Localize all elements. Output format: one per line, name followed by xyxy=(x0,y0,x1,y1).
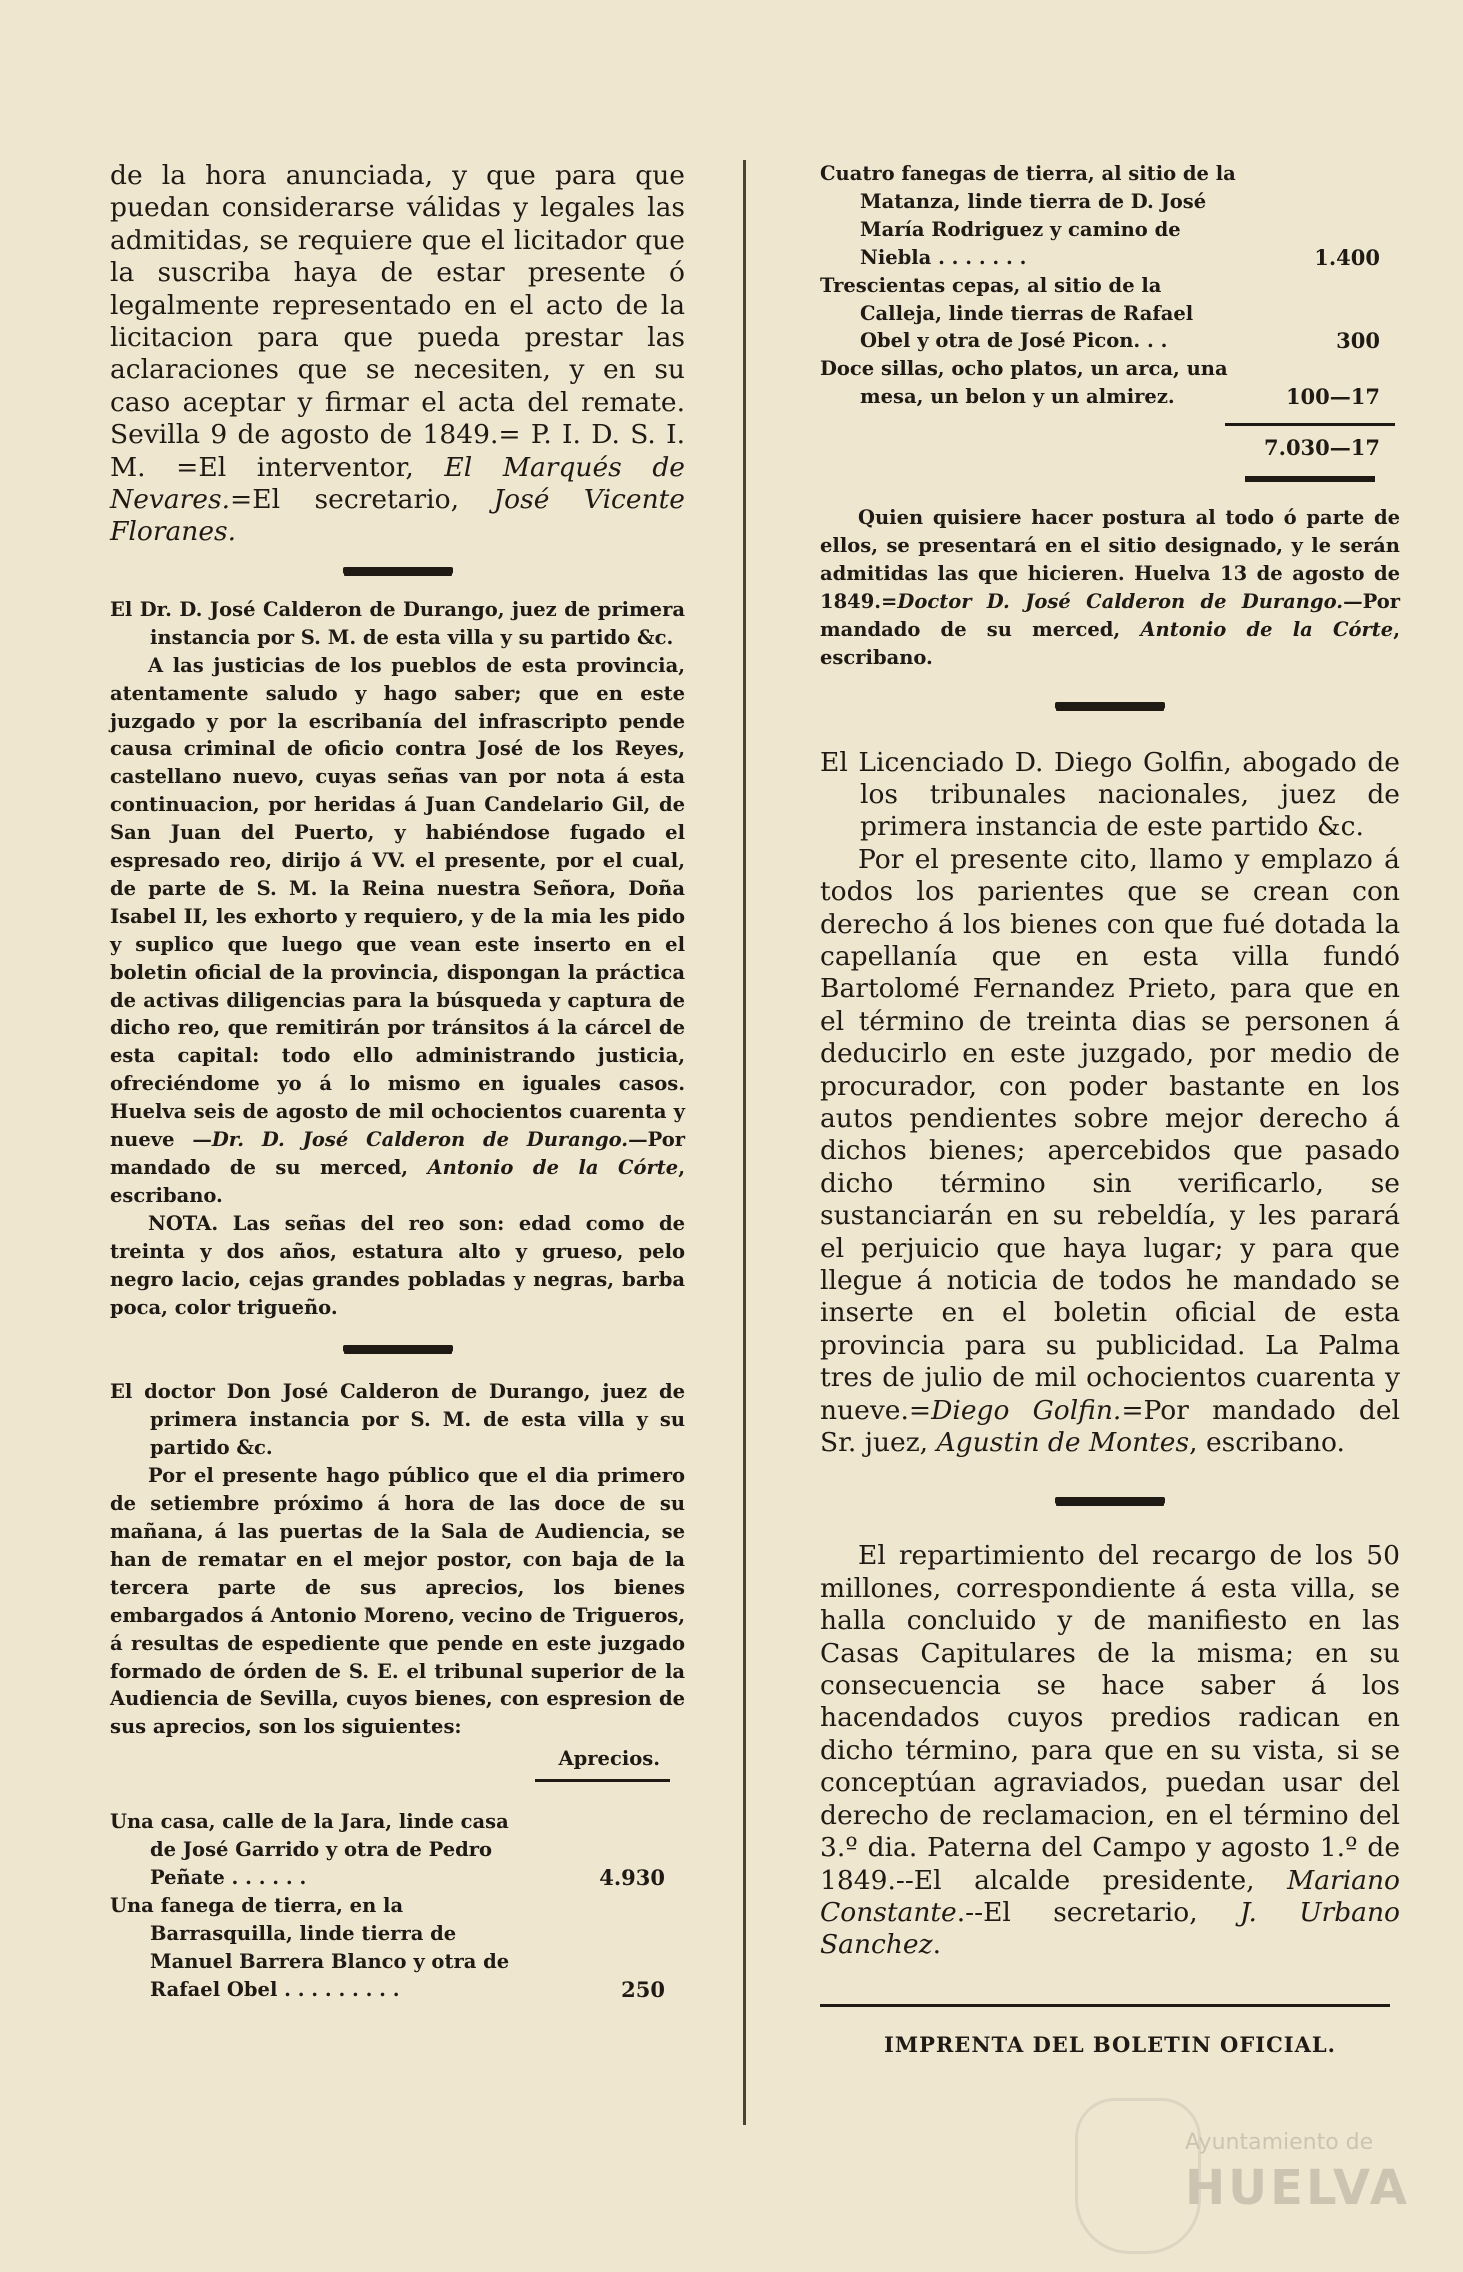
list-item: Una casa, calle de la Jara, linde casa de José Garrido y otra de Pedro Peñate . . . . . . 4.930 xyxy=(110,1810,665,1890)
list-item: Cuatro fanegas de tierra, al sitio de la Matanza, linde tierra de D. José María Rodriguez y camino de Niebla . . . . . . . 1.400 xyxy=(820,162,1380,270)
city-seal-watermark xyxy=(1075,2098,1201,2254)
column-divider xyxy=(743,160,746,2125)
left-column xyxy=(110,160,685,2003)
sevilla-notice-end: de la hora anunciada, y que para que puedan considerarse válidas y legales las admitidas, se requiere que el licitador que la suscriba haya de estar presente ó legalmente representado en el acto de la licitacion para que pueda prestar las aclaraciones que se necesiten, y en su caso aceptar y firmar el acta del remate. Sevilla 9 de agosto de 1849.= P. I. D. S. I. M. =El interventor, El Marqués de Nevares.=El secretario, José Vicente Floranes. xyxy=(110,160,685,548)
edict1-heading: El Dr. D. José Calderon de Durango, juez de primera instancia por S. M. de esta villa y su partido &c. xyxy=(110,597,685,649)
list-item: Doce sillas, ocho platos, un arca, una mesa, un belon y un almirez. 100—17 xyxy=(820,357,1380,410)
edict1-body: A las justicias de los pueblos de esta provincia, atentamente saludo y hago saber; que en este juzgado y por la escribanía del infrascripto pende causa criminal de oficio contra José de los Reyes, castellano nuevo, cuyas señas van por nota á esta continuacion, por heridas á Juan Candelario Gil, de San Juan del Puerto, y habiéndose fugado el espresado reo, dirijo á VV. el presente, por el cual, de parte de S. M. la Reina nuestra Señora, Doña Isabel II, les exhorto y requiero, y de la mia les pido y suplico que luego que vean este inserto en el boletin oficial de la provincia, dispongan la práctica de activas diligencias para la búsqueda y captura de dicho reo, que remitirán por tránsitos á la cárcel de esta capital: todo ello administrando justicia, ofreciéndome yo á lo mismo en iguales casos. Huelva seis de agosto de mil ochocientos cuarenta y nueve —Dr. D. José Calderon de Durango.—Por mandado de su merced, Antonio de la Córte, escribano. xyxy=(110,653,686,1207)
total-value: 7.030—17 xyxy=(1264,435,1380,461)
right-column xyxy=(820,160,1400,2059)
edict2-heading: El doctor Don José Calderon de Durango, juez de primera instancia por S. M. de esta villa y su partido &c. xyxy=(110,1380,685,1460)
total-rule xyxy=(1225,423,1395,426)
repartimiento-paragraph: El repartimiento del recargo de los 50 millones, correspondiente á esta villa, se halla concluido y de manifiesto en las Casas Capitulares de la misma; en su consecuencia se hace saber á los hacendados cuyos predios radican en dicho término, para que en su vista, si se conceptúan agraviados, puedan usar del derecho de reclamacion, en el término del 3.º dia. Paterna del Campo y agosto 1.º de 1849.--El alcalde presidente, Mariano Constante.--El secretario, J. Urbano Sanchez. xyxy=(820,1540,1400,1961)
quien-paragraph: Quien quisiere hacer postura al todo ó parte de ellos, se presentará en el sitio designado, y le serán admitidas las que hicieren. Huelva 13 de agosto de 1849.=Doctor D. José Calderon de Durango.—Por mandado de su merced, Antonio de la Córte, escribano. xyxy=(820,506,1401,669)
footer-rule xyxy=(820,2004,1390,2007)
nota: NOTA. Las señas del reo son: edad como de treinta y dos años, estatura alto y grueso, pelo negro lacio, cejas grandes pobladas y negras, barba poca, color trigueño. xyxy=(110,1211,685,1319)
aprecios-header: Aprecios. xyxy=(558,1747,660,1771)
separator xyxy=(1055,1497,1165,1504)
watermark-title: HUELVA xyxy=(1185,2160,1410,2216)
aprecios-rule xyxy=(535,1779,670,1782)
edict2-body: Por el presente hago público que el dia primero de setiembre próximo á hora de las doce de su mañana, á las puertas de la Sala de Audiencia, se han de rematar en el mejor postor, con baja de la tercera parte de sus aprecios, los bienes embargados á Antonio Moreno, vecino de Trigueros, á resultas de espediente que pende en este juzgado formado de órden de S. E. el tribunal superior de la Audiencia de Sevilla, cuyos bienes, con espresion de sus aprecios, son los siguientes: xyxy=(110,1464,685,1739)
watermark-text: Ayuntamiento de xyxy=(1185,2130,1374,2155)
imprint: IMPRENTA DEL BOLETIN OFICIAL. xyxy=(884,2031,1336,2057)
separator xyxy=(1055,702,1165,709)
list-item: Una fanega de tierra, en la Barrasquilla, linde tierra de Manuel Barrera Blanco y otra de Rafael Obel . . . . . . . . . 250 xyxy=(110,1893,665,2002)
list-item: Trescientas cepas, al sitio de la Calleja, linde tierras de Rafael Obel y otra de José Picon. . . 300 xyxy=(820,273,1380,354)
separator xyxy=(343,1345,453,1352)
edict3-body: Por el presente cito, llamo y emplazo á todos los parientes que se crean con derecho á los bienes con que fué dotada la capellanía que en esta villa fundó Bartolomé Fernandez Prieto, para que en el término de treinta dias se personen á deducirlo en este juzgado, por medio de procurador, con poder bastante en los autos pendientes sobre mejor derecho á dichos bienes; apercebidos que pasado dicho término sin verificarlo, se sustanciarán en su rebeldía, y les parará el perjuicio que haya lugar; y para que llegue á noticia de todos he mandado se inserte en el boletin oficial de esta provincia para su publicidad. La Palma tres de julio de mil ochocientos cuarenta y nueve.=Diego Golfin.=Por mandado del Sr. juez, Agustin de Montes, escribano. xyxy=(820,843,1400,1459)
separator xyxy=(343,567,453,574)
total-underline xyxy=(1245,476,1375,482)
edict3-heading: El Licenciado D. Diego Golfin, abogado de los tribunales nacionales, juez de primera instancia de este partido &c. xyxy=(820,746,1400,843)
